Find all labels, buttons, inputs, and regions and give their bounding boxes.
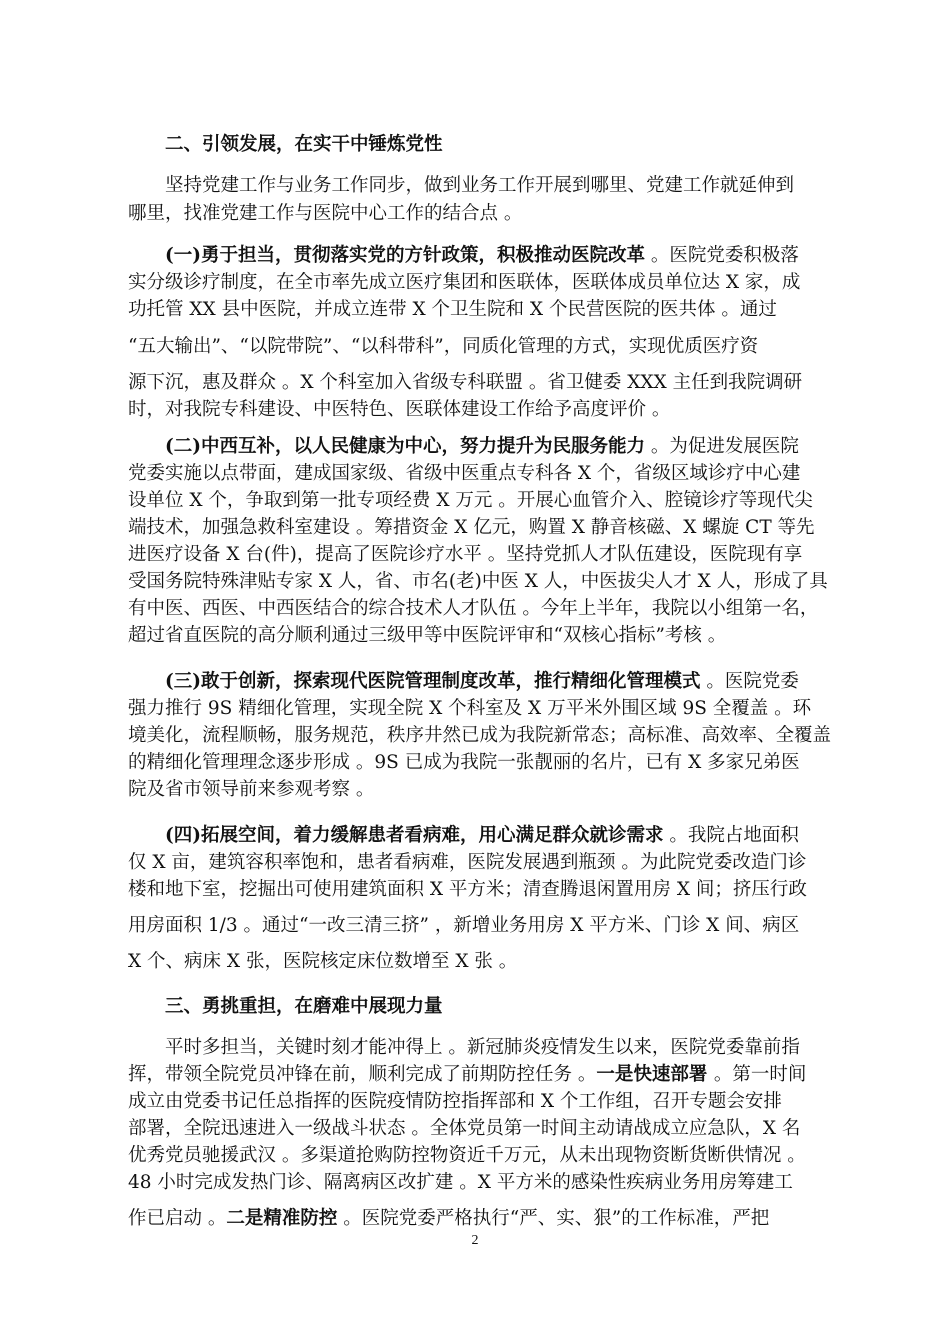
paragraph-line: 端技术，加强急救科室建设 。筹措资金 X 亿元，购置 X 静音核磁、X 螺旋 CT 等先: [128, 517, 815, 538]
paragraph-line: 时，对我院专科建设、中医特色、医联体建设工作给予高度评价 。: [128, 399, 671, 420]
paragraph-line: (一)勇于担当，贯彻落实党的方针政策，积极推动医院改革 。医院党委积极落: [165, 245, 799, 266]
paragraph-line: 挥，带领全院党员冲锋在前，顺利完成了前期防控任务 。一是快速部署 。第一时间: [128, 1064, 807, 1085]
subsection-title: (三)敢于创新，探索现代医院管理制度改革，推行精细化管理模式: [165, 671, 701, 692]
paragraph-line: 源下沉，惠及群众 。X 个科室加入省级专科联盟 。省卫健委 XXX 主任到我院调研: [128, 372, 803, 393]
subsection-title: (二)中西互补，以人民健康为中心，努力提升为民服务能力: [165, 436, 646, 457]
paragraph-line: 用房面积 1/3 。通过“一改三清三挤” ，新增业务用房 X 平方米、门诊 X 间、病区: [128, 915, 800, 936]
paragraph-line: 功托管 XX 县中医院，并成立连带 X 个卫生院和 X 个民营医院的医共体 。通过: [128, 299, 777, 320]
paragraph-line: 境美化，流程顺畅，服务规范，秩序井然已成为我院新常态；高标准、高效率、全覆盖: [128, 725, 832, 746]
paragraph-line: 强力推行 9S 精细化管理，实现全院 X 个科室及 X 万平米外围区域 9S 全覆盖 。环: [128, 698, 812, 719]
paragraph-line: 院及省市领导前来参观考察 。: [128, 779, 375, 800]
paragraph-line: 哪里，找准党建工作与医院中心工作的结合点 。: [128, 203, 523, 224]
paragraph-line: 优秀党员驰援武汉 。多渠道抢购防控物资近千万元，从未出现物资断货断供情况 。: [128, 1145, 806, 1166]
paragraph-line: 平时多担当，关键时刻才能冲得上 。新冠肺炎疫情发生以来，医院党委靠前指: [165, 1037, 800, 1058]
emphasis-text: 一是快速部署: [596, 1064, 714, 1085]
paragraph-line: X 个、病床 X 张，医院核定床位数增至 X 张 。: [128, 951, 518, 972]
paragraph-line: “五大输出”、“以院带院”、“以科带科”，同质化管理的方式，实现优质医疗资: [128, 336, 759, 357]
paragraph-line: (四)拓展空间，着力缓解患者看病难，用心满足群众就诊需求 。我院占地面积: [165, 825, 799, 846]
paragraph-line: 超过省直医院的高分顺利通过三级甲等中医院评审和“双核心指标”考核 。: [128, 625, 727, 646]
paragraph-line: 楼和地下室，挖掘出可使用建筑面积 X 平方米；清查腾退闲置用房 X 间；挤压行政: [128, 879, 807, 900]
paragraph-line: 进医疗设备 X 台(件)，提高了医院诊疗水平 。坚持党抓人才队伍建设，医院现有享: [128, 544, 803, 565]
paragraph-line: 有中医、西医、中西医结合的综合技术人才队伍 。今年上半年，我院以小组第一名，: [128, 598, 819, 619]
paragraph-line: 作已启动 。二是精准防控 。医院党委严格执行“严、实、狠”的工作标准，严把: [128, 1208, 770, 1229]
section-heading: 二、引领发展，在实干中锤炼党性: [165, 134, 443, 155]
page-number: 2: [471, 1233, 479, 1248]
paragraph-line: 48 小时完成发热门诊、隔离病区改扩建 。X 平方米的感染性疾病业务用房筹建工: [128, 1172, 793, 1193]
paragraph-line: (三)敢于创新，探索现代医院管理制度改革，推行精细化管理模式 。医院党委: [165, 671, 799, 692]
paragraph-line: 的精细化管理理念逐步形成 。9S 已成为我院一张靓丽的名片，已有 X 多家兄弟医: [128, 752, 800, 773]
section-heading: 三、勇挑重担，在磨难中展现力量: [165, 996, 443, 1017]
subsection-title: (一)勇于担当，贯彻落实党的方针政策，积极推动医院改革: [165, 245, 646, 266]
subsection-title: (四)拓展空间，着力缓解患者看病难，用心满足群众就诊需求: [165, 825, 664, 846]
paragraph-line: (二)中西互补，以人民健康为中心，努力提升为民服务能力 。为促进发展医院: [165, 436, 799, 457]
paragraph-line: 成立由党委书记任总指挥的医院疫情防控指挥部和 X 个工作组，召开专题会安排: [128, 1091, 782, 1112]
paragraph-line: 仅 X 亩，建筑容积率饱和，患者看病难，医院发展遇到瓶颈 。为此院党委改造门诊: [128, 852, 807, 873]
paragraph-line: 实分级诊疗制度，在全市率先成立医疗集团和医联体，医联体成员单位达 X 家，成: [128, 272, 801, 293]
paragraph-line: 部署，全院迅速进入一级战斗状态 。全体党员第一时间主动请战成立应急队，X 名: [128, 1118, 801, 1139]
paragraph-line: 受国务院特殊津贴专家 X 人，省、市名(老)中医 X 人，中医拔尖人才 X 人，形成了具: [128, 571, 828, 592]
emphasis-text: 二是精准防控: [226, 1208, 338, 1229]
paragraph-line: 党委实施以点带面，建成国家级、省级中医重点专科各 X 个，省级区域诊疗中心建: [128, 463, 801, 484]
paragraph-line: 设单位 X 个，争取到第一批专项经费 X 万元 。开展心血管介入、腔镜诊疗等现代尖: [128, 490, 813, 511]
paragraph-line: 坚持党建工作与业务工作同步，做到业务工作开展到哪里、党建工作就延伸到: [165, 175, 795, 196]
